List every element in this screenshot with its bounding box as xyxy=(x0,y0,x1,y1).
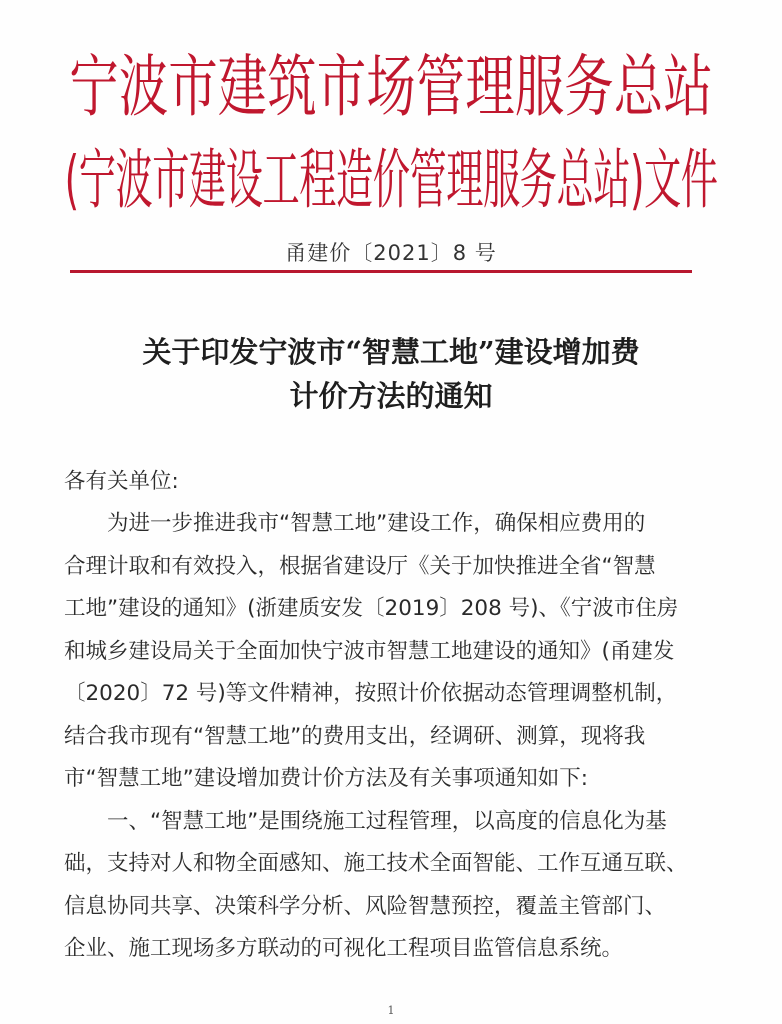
notice-title-line-1: 关于印发宁波市“智慧工地”建设增加费 xyxy=(142,335,640,369)
body-line: 工地”建设的通知》(浙建质安发〔2019〕208 号)、《宁波市住房 xyxy=(64,596,679,621)
body-line: 信息协同共享、决策科学分析、风险智慧预控，覆盖主管部门、 xyxy=(64,894,667,919)
body-line: 和城乡建设局关于全面加快宁波市智慧工地建设的通知》(甬建发 xyxy=(64,639,675,664)
body-line: 一、“智慧工地”是围绕施工过程管理，以高度的信息化为基 xyxy=(64,809,667,834)
salutation: 各有关单位: xyxy=(64,469,179,494)
body-line: 础，支持对人和物全面感知、施工技术全面智能、工作互通互联、 xyxy=(64,851,688,876)
body-line: 市“智慧工地”建设增加费计价方法及有关事项通知如下: xyxy=(64,766,589,791)
body-line: 〔2020〕72 号)等文件精神，按照计价依据动态管理调整机制， xyxy=(64,681,678,706)
letterhead-line-2 xyxy=(0,142,782,218)
letterhead-line-1 xyxy=(0,47,782,127)
body-line: 企业、施工现场多方联动的可视化工程项目监管信息系统。 xyxy=(64,936,624,961)
letterhead-org-name: 宁波市建筑市场管理服务总站 xyxy=(69,47,713,127)
red-divider-rule xyxy=(70,270,692,273)
body-line: 结合我市现有“智慧工地”的费用支出，经调研、测算，现将我 xyxy=(64,724,646,749)
body-line: 合理计取和有效投入，根据省建设厅《关于加快推进全省“智慧 xyxy=(64,554,656,579)
notice-title-line-2: 计价方法的通知 xyxy=(289,379,493,413)
body-line: 为进一步推进我市“智慧工地”建设工作，确保相应费用的 xyxy=(64,511,646,536)
page-number: 1 xyxy=(387,1004,395,1017)
letterhead-org-subtitle: (宁波市建设工程造价管理服务总站)文件 xyxy=(64,142,718,218)
document-number: 甬建价〔2021〕8 号 xyxy=(285,241,497,265)
